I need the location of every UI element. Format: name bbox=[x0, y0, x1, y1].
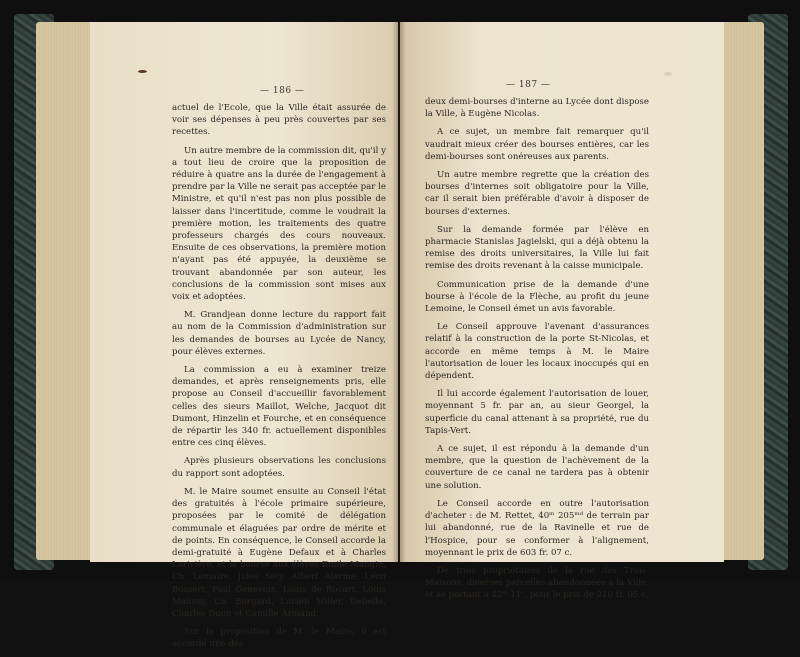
right-page bbox=[400, 22, 724, 601]
paragraph: Sur la demande formée par l'élève en pharmacie Stanislas Jagielski, qui a déjà obtenu la remise des droits universitaires, la Ville lui fait remise des droits revenant à la caisse municipale. bbox=[425, 224, 649, 272]
paragraph: M. le Maire soumet ensuite au Conseil l'état des gratuités à l'école primaire supérieure, proposées par le comité de délégation communale et élaguées par ordre de mérite et de points. En conséquence, le Conseil accorde la demi-gratuité à Eugène Defaux et à Charles Larivière, et la bourse aux élèves Emile Mangin, Ch. Lemaire, Jules Séty, Albert Alerme, Léon Bossert, Paul Genevoix, Louis de Rocart, Louis Mansuy, Ch. Borgard, Lucien Miller, Debelle, Charles Duon et Camille Armand. bbox=[172, 486, 386, 619]
paragraph: Le Conseil accorde en outre l'autorisation d'acheter : de M. Rettet, 40ᵐ 205ᵐᵈ de terrain par lui abandonné, rue de la Ravinelle et rue de l'Hospice, pour se conformer à l'alignement, moyennant le prix de 603 fr. 07 c. bbox=[425, 498, 649, 558]
page-number: — 187 — bbox=[506, 80, 551, 90]
page-body bbox=[172, 102, 386, 657]
left-page-stack bbox=[36, 22, 92, 560]
paragraph: Le Conseil approuve l'avenant d'assurances relatif à la construction de la porte St-Nicolas, et accorde en même temps à M. le Maire l'autorisation de louer les locaux inoccupés qui en dépendent. bbox=[425, 322, 649, 382]
paragraph: Un autre membre regrette que la création des bourses d'internes soit obligatoire pour la Ville, car il serait bien préférable d'avoir à disposer de bourses d'externes. bbox=[425, 170, 649, 217]
paragraph: Sur la proposition de M. le Maire, il est accordé une dés bbox=[172, 627, 386, 650]
paper-spot bbox=[664, 72, 672, 76]
page-body bbox=[425, 96, 649, 608]
paragraph: deux demi-bourses d'interne au Lycée dont dispose la Ville, à Eugène Nicolas. bbox=[425, 97, 649, 120]
paragraph: M. Grandjean donne lecture du rapport fait au nom de la Commission d'administration sur les demandes de bourses au Lycée de Nancy, pour élèves externes. bbox=[172, 310, 386, 357]
paragraph: Après plusieurs observations les conclusions du rapport sont adoptées. bbox=[172, 456, 386, 479]
left-page bbox=[90, 22, 398, 650]
paragraph: A ce sujet, il est répondu à la demande d'un membre, que la question de l'achèvement de la couverture de ce canal ne tardera pas à obtenir une solution. bbox=[425, 444, 649, 491]
paragraph: De trois propriétaires de la rue des Trois-Maisons, diverses parcelles abandonnées à la Ville, et se portant à 42ᵐ 11ᶜ, pour le prix de 210 fr. 05 c. bbox=[425, 565, 649, 601]
paragraph: A ce sujet, un membre fait remarquer qu'il vaudrait mieux créer des bourses entières, car les demi-bourses sont onéreuses aux parents. bbox=[425, 127, 649, 162]
right-page-stack bbox=[722, 22, 764, 560]
paragraph: actuel de l'Ecole, que la Ville était assurée de voir ses dépenses à peu près couvertes par ses recettes. bbox=[172, 103, 386, 138]
book-gutter bbox=[392, 22, 406, 562]
paragraph: Un autre membre de la commission dit, qu'il y a tout lieu de croire que la proposition de réduire à quatre ans la durée de l'engagement à prendre par la Ville ne serait pas acceptée par le Ministre, et qu'il n'est pas non plus possible de laisser dans l'incertitude, comme le voudrait la première motion, les traitements des quatre professeurs chargés des cours nouveaux. Ensuite de ces observations, la première motion n'ayant pas été appuyée, la deuxième se trouvant abandonnée par son auteur, les conclusions de la commission sont mises aux voix et adoptées. bbox=[172, 145, 386, 303]
paragraph: La commission a eu à examiner treize demandes, et après renseignements pris, elle propose au Conseil d'accueillir favorablement celles des sieurs Maillot, Welche, Jacquot dit Dumont, Hinzelin et Fourche, et en conséquence de répartir les 340 fr. actuellement disponibles entre ces cinq élèves. bbox=[172, 365, 386, 449]
paragraph: Il lui accorde également l'autorisation de louer, moyennant 5 fr. par an, au sieur Georgel, la superficie du canal attenant à sa propriété, rue du Tapis-Vert. bbox=[425, 389, 649, 436]
paragraph: Communication prise de la demande d'une bourse à l'école de la Flèche, au profit du jeune Lemoine, le Conseil émet un avis favorable. bbox=[425, 279, 649, 315]
ink-spot bbox=[138, 70, 147, 73]
page-number: — 186 — bbox=[260, 86, 305, 96]
